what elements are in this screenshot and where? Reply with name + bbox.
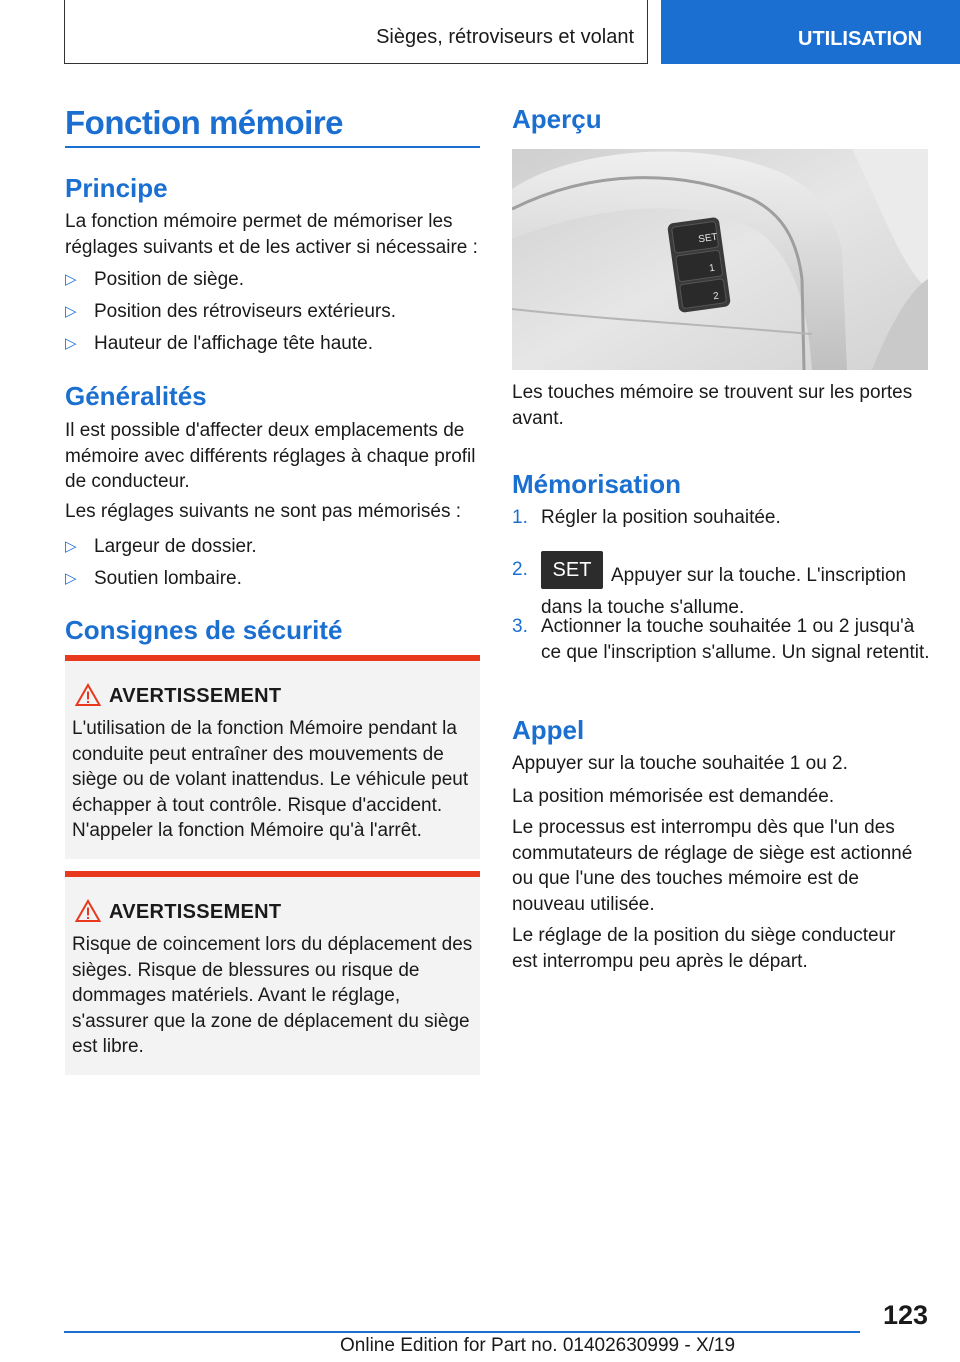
heading-principe: Principe xyxy=(65,173,168,203)
photo-label-1: 1 xyxy=(708,262,716,275)
title-rule xyxy=(65,146,480,148)
triangle-bullet-icon: ▷ xyxy=(65,335,77,352)
photo-label-2: 2 xyxy=(712,290,720,303)
triangle-bullet-icon: ▷ xyxy=(65,538,77,555)
warning-triangle-icon xyxy=(75,899,101,923)
header-tab-utilisation[interactable]: UTILISATION xyxy=(661,0,960,64)
appel-text-4: Le réglage de la position du siège conducteur est interrompu peu après le départ. xyxy=(512,925,896,972)
footer-rule xyxy=(64,1331,860,1333)
set-button-icon: SET xyxy=(541,551,603,589)
triangle-bullet-icon: ▷ xyxy=(65,570,77,587)
appel-text-1: Appuyer sur la touche souhaitée 1 ou 2. xyxy=(512,753,848,774)
generalites-text-2: Les réglages suivants ne sont pas mémorisés : xyxy=(65,501,462,522)
warning-text: L'utilisation de la fonction Mémoire pendant la conduite peut entraîner des mouvements de siège ou de volant inattendus. Le véhicule peut échapper à tout contrôle. Risque d'accident. N'appeler la fonction Mémoire qu'à l'arrêt. xyxy=(72,718,469,841)
heading-appel: Appel xyxy=(512,715,585,745)
memory-buttons-photo xyxy=(512,149,928,370)
warning-text: Risque de coincement lors du déplacement des sièges. Risque de blessures ou risque de dommages matériels. Avant le réglage, s'assurer que la zone de déplacement du siège est libre. xyxy=(72,934,473,1057)
warning-triangle-icon xyxy=(75,683,101,707)
heading-securite: Consignes de sécurité xyxy=(65,615,343,645)
appel-text-3: Le processus est interrompu dès que l'un des commutateurs de réglage de siège est actionné ou que l'une des touches mémoire est de nouveau utilisée. xyxy=(512,817,913,915)
page-title: Fonction mémoire xyxy=(65,104,344,141)
footer-edition-text: Online Edition for Part no. 01402630999 - X/19 xyxy=(340,1335,736,1356)
heading-apercu: Aperçu xyxy=(512,104,602,134)
generalites-text: Il est possible d'affecter deux emplacements de mémoire avec différents réglages à chaque profil de conducteur. xyxy=(65,420,476,492)
triangle-bullet-icon: ▷ xyxy=(65,303,77,320)
appel-text-2: La position mémorisée est demandée. xyxy=(512,786,835,807)
footer-edition xyxy=(340,1335,735,1357)
heading-memorisation: Mémorisation xyxy=(512,469,682,499)
header-section-title: Sièges, rétroviseurs et volant xyxy=(376,26,634,48)
warning-box xyxy=(65,655,480,859)
principe-text: La fonction mémoire permet de mémoriser les réglages suivants et de les activer si nécessaire : xyxy=(65,211,478,258)
warning-box xyxy=(65,871,480,1075)
door-panel-illustration xyxy=(512,149,928,370)
warning-title: AVERTISSEMENT xyxy=(109,685,282,707)
triangle-bullet-icon: ▷ xyxy=(65,271,77,288)
heading-generalites: Généralités xyxy=(65,381,207,411)
photo-label-set: SET xyxy=(697,231,719,246)
page-number: 123 xyxy=(882,1300,928,1330)
warning-title: AVERTISSEMENT xyxy=(109,901,282,923)
photo-caption: Les touches mémoire se trouvent sur les portes avant. xyxy=(512,382,913,429)
